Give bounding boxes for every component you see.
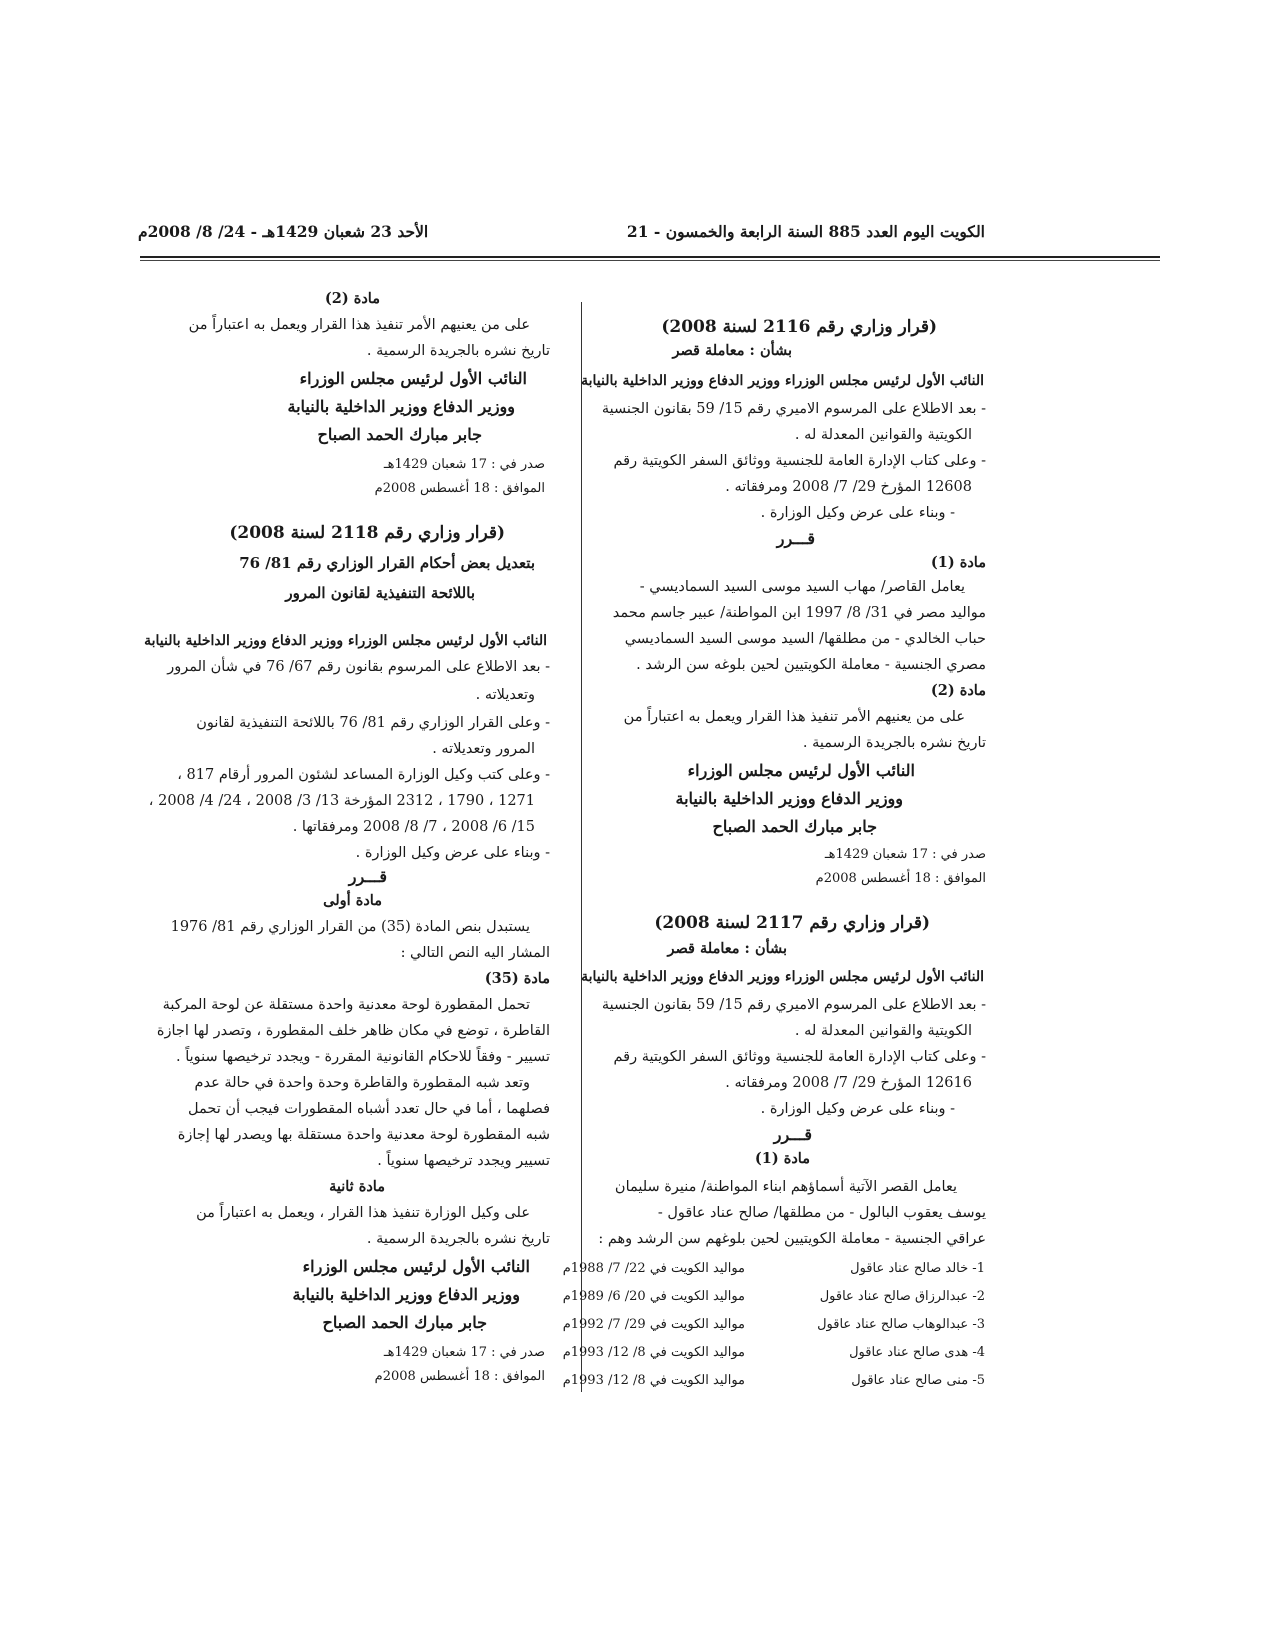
decree-2118-preamble: وتعديلاته . — [475, 687, 535, 703]
minor-name: 1- خالد صالح عناد عاقول — [850, 1261, 985, 1276]
minor-birth: مواليد الكويت في 8/ 12/ 1993م — [562, 1373, 745, 1388]
decree-2118-article-35-heading: مادة (35) — [484, 970, 550, 987]
decree-2118-signatory-title: ووزير الدفاع ووزير الداخلية بالنيابة — [292, 1285, 520, 1304]
decree-2116-preamble: - وبناء على عرض وكيل الوزارة . — [760, 505, 955, 521]
decree-2116-article-2-heading: مادة (2) — [930, 682, 986, 699]
minor-name: 5- منى صالح عناد عاقول — [851, 1373, 985, 1388]
decree-2118-decided: قـــرر — [348, 867, 387, 886]
decree-2118-preamble: المرور وتعديلاته . — [432, 741, 535, 757]
decree-2118-title: (قرار وزاري رقم 2118 لسنة 2008) — [229, 523, 505, 543]
decree-2118-article-35-text: تسيير ويجدد ترخيصها سنوياً . — [377, 1153, 550, 1169]
decree-2116-preamble: - بعد الاطلاع على المرسوم الاميري رقم 15/ 59 بقانون الجنسية — [601, 401, 986, 417]
minor-birth: مواليد الكويت في 22/ 7/ 1988م — [562, 1261, 745, 1276]
decree-2117-decided: قـــرر — [773, 1125, 812, 1144]
minor-birth: مواليد الكويت في 20/ 6/ 1989م — [562, 1289, 745, 1304]
decree-2118-article-1-text: يستبدل بنص المادة (35) من القرار الوزاري رقم 81/ 1976 — [170, 919, 530, 935]
minor-name: 3- عبدالوهاب صالح عناد عاقول — [817, 1317, 985, 1332]
decree-2116-gregorian-date: الموافق : 18 أغسطس 2008م — [815, 871, 986, 886]
decree-2116-issuer: النائب الأول لرئيس مجلس الوزراء ووزير الدفاع ووزير الداخلية بالنيابة — [581, 373, 984, 389]
minor-birth: مواليد الكويت في 29/ 7/ 1992م — [562, 1317, 745, 1332]
decree-2117-signatory-title: النائب الأول لرئيس مجلس الوزراء — [299, 369, 527, 388]
decree-2117-article-2-text: على من يعنيهم الأمر تنفيذ هذا القرار ويعمل به اعتباراً من — [188, 317, 530, 333]
running-header-right: الكويت اليوم العدد 885 السنة الرابعة والخمسون - 21 — [626, 222, 985, 241]
decree-2116-signatory-title: النائب الأول لرئيس مجلس الوزراء — [687, 761, 915, 780]
decree-2118-article-2-heading: مادة ثانية — [329, 1178, 385, 1195]
decree-2117-article-1-text: يوسف يعقوب البالول - من مطلقها/ صالح عناد عاقول - — [657, 1205, 986, 1221]
decree-2116-preamble: 12608 المؤرخ 29/ 7/ 2008 ومرفقاته . — [725, 479, 972, 495]
decree-2118-preamble: 1271 ، 1790 ، 2312 المؤرخة 13/ 3/ 2008 ، 24/ 4/ 2008 ، — [148, 793, 535, 809]
decree-2116-decided: قـــرر — [776, 529, 815, 548]
decree-2117-signatory-title: ووزير الدفاع ووزير الداخلية بالنيابة — [287, 397, 515, 416]
decree-2118-article-1-heading: مادة أولى — [323, 892, 382, 909]
decree-2118-signatory-title: النائب الأول لرئيس مجلس الوزراء — [302, 1257, 530, 1276]
decree-2117-gregorian-date: الموافق : 18 أغسطس 2008م — [374, 481, 545, 496]
decree-2116-title: (قرار وزاري رقم 2116 لسنة 2008) — [661, 317, 937, 337]
decree-2118-article-35-text: فصلهما ، أما في حال تعدد أشباه المقطورات فيجب أن تحمل — [188, 1101, 550, 1117]
decree-2118-gregorian-date: الموافق : 18 أغسطس 2008م — [374, 1369, 545, 1384]
decree-2116-article-1-text: حباب الخالدي - من مطلقها/ السيد موسى السيد السماديسي — [624, 631, 986, 647]
decree-2117-title: (قرار وزاري رقم 2117 لسنة 2008) — [654, 913, 930, 933]
decree-2118-preamble: - بعد الاطلاع على المرسوم بقانون رقم 67/ 76 في شأن المرور — [167, 659, 550, 675]
decree-2116-article-1-text: مصري الجنسية - معاملة الكويتيين لحين بلوغه سن الرشد . — [636, 657, 986, 673]
decree-2118-article-35-text: وتعد شبه المقطورة والقاطرة وحدة واحدة في حالة عدم — [194, 1075, 530, 1091]
decree-2117-article-2-text: تاريخ نشره بالجريدة الرسمية . — [366, 343, 550, 359]
running-header-left: الأحد 23 شعبان 1429هـ - 24/ 8/ 2008م — [138, 222, 429, 241]
decree-2118-article-35-text: تحمل المقطورة لوحة معدنية واحدة مستقلة عن لوحة المركبة — [162, 997, 530, 1013]
decree-2117-signatory-name: جابر مبارك الحمد الصباح — [317, 425, 482, 444]
decree-2118-signatory-name: جابر مبارك الحمد الصباح — [322, 1313, 487, 1332]
decree-2117-issue-date: صدر في : 17 شعبان 1429هـ — [383, 457, 545, 472]
decree-2118-issuer: النائب الأول لرئيس مجلس الوزراء ووزير الدفاع ووزير الداخلية بالنيابة — [144, 633, 547, 649]
decree-2117-issuer: النائب الأول لرئيس مجلس الوزراء ووزير الدفاع ووزير الداخلية بالنيابة — [581, 969, 984, 985]
decree-2117-preamble: 12616 المؤرخ 29/ 7/ 2008 ومرفقاته . — [725, 1075, 972, 1091]
decree-2118-issue-date: صدر في : 17 شعبان 1429هـ — [383, 1345, 545, 1360]
decree-2117-article-1-text: يعامل القصر الآتية أسماؤهم ابناء المواطنة/ منيرة سليمان — [614, 1179, 957, 1195]
decree-2117-preamble: الكويتية والقوانين المعدلة له . — [794, 1023, 972, 1039]
decree-2116-issue-date: صدر في : 17 شعبان 1429هـ — [824, 847, 986, 862]
decree-2116-preamble: - وعلى كتاب الإدارة العامة للجنسية ووثائق السفر الكويتية رقم — [613, 453, 986, 469]
decree-2118-preamble: - وبناء على عرض وكيل الوزارة . — [355, 845, 550, 861]
minor-name: 2- عبدالرزاق صالح عناد عاقول — [819, 1289, 985, 1304]
decree-2118-article-35-text: القاطرة ، توضع في مكان ظاهر خلف المقطورة ، وتصدر لها اجازة — [156, 1023, 550, 1039]
decree-2116-article-1-text: مواليد مصر في 31/ 8/ 1997 ابن المواطنة/ عبير جاسم محمد — [612, 605, 986, 621]
decree-2118-preamble: - وعلى القرار الوزاري رقم 81/ 76 باللائحة التنفيذية لقانون — [196, 715, 550, 731]
decree-2117-article-1-heading: مادة (1) — [754, 1150, 810, 1167]
decree-2117-preamble: - بعد الاطلاع على المرسوم الاميري رقم 15/ 59 بقانون الجنسية — [601, 997, 986, 1013]
decree-2116-article-2-text: على من يعنيهم الأمر تنفيذ هذا القرار ويعمل به اعتباراً من — [623, 709, 965, 725]
decree-2118-article-35-text: شبه المقطورة لوحة معدنية واحدة مستقلة بها ويصدر لها إجازة — [177, 1127, 550, 1143]
decree-2116-preamble: الكويتية والقوانين المعدلة له . — [794, 427, 972, 443]
decree-2118-subtitle: باللائحة التنفيذية لقانون المرور — [285, 584, 475, 602]
decree-2117-article-2-heading: مادة (2) — [324, 290, 380, 307]
decree-2118-subtitle: بتعديل بعض أحكام القرار الوزاري رقم 81/ 76 — [239, 554, 535, 572]
header-rule-thin — [140, 260, 1160, 261]
decree-2116-signatory-name: جابر مبارك الحمد الصباح — [712, 817, 877, 836]
minor-birth: مواليد الكويت في 8/ 12/ 1993م — [562, 1345, 745, 1360]
column-divider — [581, 302, 582, 1392]
decree-2118-article-35-text: تسيير - وفقاً للاحكام القانونية المقررة - ويجدد ترخيصها سنوياً . — [175, 1049, 550, 1065]
decree-2118-article-2-text: على وكيل الوزارة تنفيذ هذا القرار ، ويعمل به اعتباراً من — [196, 1205, 530, 1221]
decree-2116-article-2-text: تاريخ نشره بالجريدة الرسمية . — [802, 735, 986, 751]
decree-2117-subject: بشأن : معاملة قصر — [667, 940, 787, 957]
decree-2116-article-1-heading: مادة (1) — [930, 554, 986, 571]
decree-2117-preamble: - وعلى كتاب الإدارة العامة للجنسية ووثائق السفر الكويتية رقم — [613, 1049, 986, 1065]
decree-2118-article-1-text: المشار اليه النص التالي : — [400, 945, 550, 961]
header-rule — [140, 256, 1160, 258]
decree-2118-preamble: - وعلى كتب وكيل الوزارة المساعد لشئون المرور أرقام 817 ، — [177, 767, 550, 783]
decree-2116-signatory-title: ووزير الدفاع ووزير الداخلية بالنيابة — [675, 789, 903, 808]
decree-2118-article-2-text: تاريخ نشره بالجريدة الرسمية . — [366, 1231, 550, 1247]
minor-name: 4- هدى صالح عناد عاقول — [849, 1345, 985, 1360]
decree-2116-article-1-text: يعامل القاصر/ مهاب السيد موسى السيد السماديسي - — [639, 579, 965, 595]
decree-2116-subject: بشأن : معاملة قصر — [672, 342, 792, 359]
decree-2117-article-1-text: عراقي الجنسية - معاملة الكويتيين لحين بلوغهم سن الرشد وهم : — [598, 1231, 986, 1247]
decree-2117-preamble: - وبناء على عرض وكيل الوزارة . — [760, 1101, 955, 1117]
decree-2118-preamble: 15/ 6/ 2008 ، 7/ 8/ 2008 ومرفقاتها . — [292, 819, 535, 835]
